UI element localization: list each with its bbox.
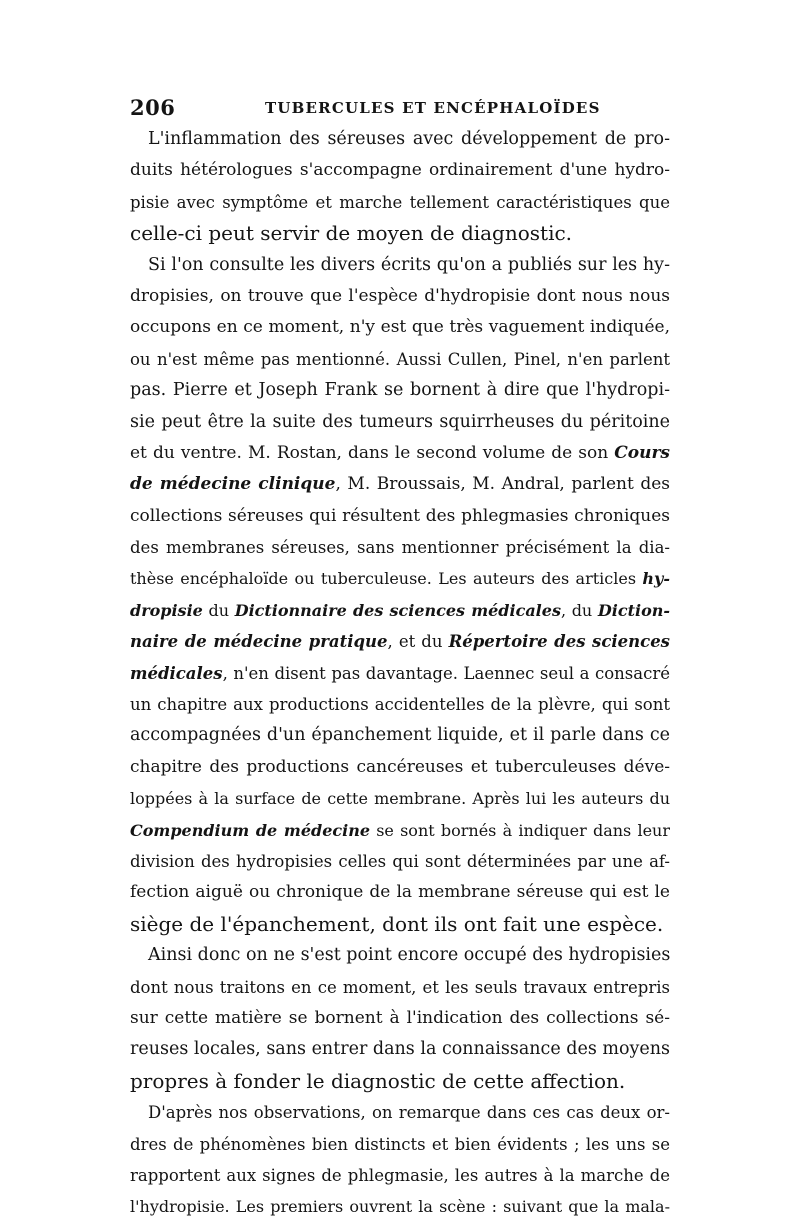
text-line: D'après nos observations, on remarque dans ces cas deux or- xyxy=(148,1103,670,1123)
text-line: des membranes séreuses, sans mentionner précisément la dia- xyxy=(130,538,670,558)
text-line: rapportent aux signes de phlegmasie, les autres à la marche de xyxy=(130,1165,670,1185)
text-line: thèse encéphaloïde ou tuberculeuse. Les auteurs des articles hy- xyxy=(130,569,670,589)
text-line: celle-ci peut servir de moyen de diagnostic. xyxy=(130,221,573,246)
running-title: TUBERCULES ET ENCÉPHALOÏDES xyxy=(265,99,601,117)
page-number: 206 xyxy=(130,95,176,120)
body-text xyxy=(130,124,670,1223)
text-line: duits hétérologues s'accompagne ordinairement d'une hydro- xyxy=(130,160,670,181)
text-line: pisie avec symptôme et marche tellement caractéristiques que xyxy=(130,192,670,212)
page-header xyxy=(130,95,670,119)
text-line: loppées à la surface de cette membrane. Après lui les auteurs du xyxy=(130,789,670,809)
text-line: Ainsi donc on ne s'est point encore occupé des hydropisies xyxy=(148,945,670,966)
text-line: dres de phénomènes bien distincts et bien évidents ; les uns se xyxy=(130,1134,670,1154)
text-line: collections séreuses qui résultent des phlegmasies chroniques xyxy=(130,505,670,526)
text-line: pas. Pierre et Joseph Frank se bornent à dire que l'hydropi- xyxy=(130,380,670,401)
text-line: médicales, n'en disent pas davantage. Laennec seul a consacré xyxy=(130,663,670,683)
text-line: ou n'est même pas mentionné. Aussi Cullen, Pinel, n'en parlent xyxy=(130,349,670,369)
text-line: de médecine clinique, M. Broussais, M. Andral, parlent des xyxy=(130,474,670,495)
text-line: dropisies, on trouve que l'espèce d'hydropisie dont nous nous xyxy=(130,285,670,306)
text-line: division des hydropisies celles qui sont déterminées par une af- xyxy=(130,851,670,871)
text-line: L'inflammation des séreuses avec développement de pro- xyxy=(148,129,670,149)
text-line: propres à fonder le diagnostic de cette affection. xyxy=(130,1068,626,1093)
text-line: naire de médecine pratique, et du Répertoire des sciences xyxy=(130,632,670,652)
text-line: fection aiguë ou chronique de la membrane séreuse qui est le xyxy=(130,882,670,903)
text-line: un chapitre aux productions accidentelles de la plèvre, qui sont xyxy=(130,695,670,715)
text-line: l'hydropisie. Les premiers ouvrent la scène : suivant que la mala- xyxy=(130,1197,670,1217)
text-line: Compendium de médecine se sont bornés à indiquer dans leur xyxy=(130,820,670,840)
text-line: dont nous traitons en ce moment, et les seuls travaux entrepris xyxy=(130,977,670,997)
text-line: reuses locales, sans entrer dans la connaissance des moyens xyxy=(130,1039,670,1060)
text-line: accompagnées d'un épanchement liquide, et il parle dans ce xyxy=(130,725,670,746)
text-line: Si l'on consulte les divers écrits qu'on a publiés sur les hy- xyxy=(148,254,670,275)
text-line: dropisie du Dictionnaire des sciences médicales, du Diction- xyxy=(130,600,670,620)
text-line: occupons en ce moment, n'y est que très vaguement indiquée, xyxy=(130,317,670,338)
text-line: chapitre des productions cancéreuses et tuberculeuses déve- xyxy=(130,756,670,777)
text-line: siège de l'épanchement, dont ils ont fait une espèce. xyxy=(130,911,664,936)
text-line: et du ventre. M. Rostan, dans le second volume de son Cours xyxy=(130,442,670,463)
text-line: sie peut être la suite des tumeurs squirrheuses du péritoine xyxy=(130,411,670,432)
text-line: sur cette matière se bornent à l'indication des collections sé- xyxy=(130,1007,670,1028)
